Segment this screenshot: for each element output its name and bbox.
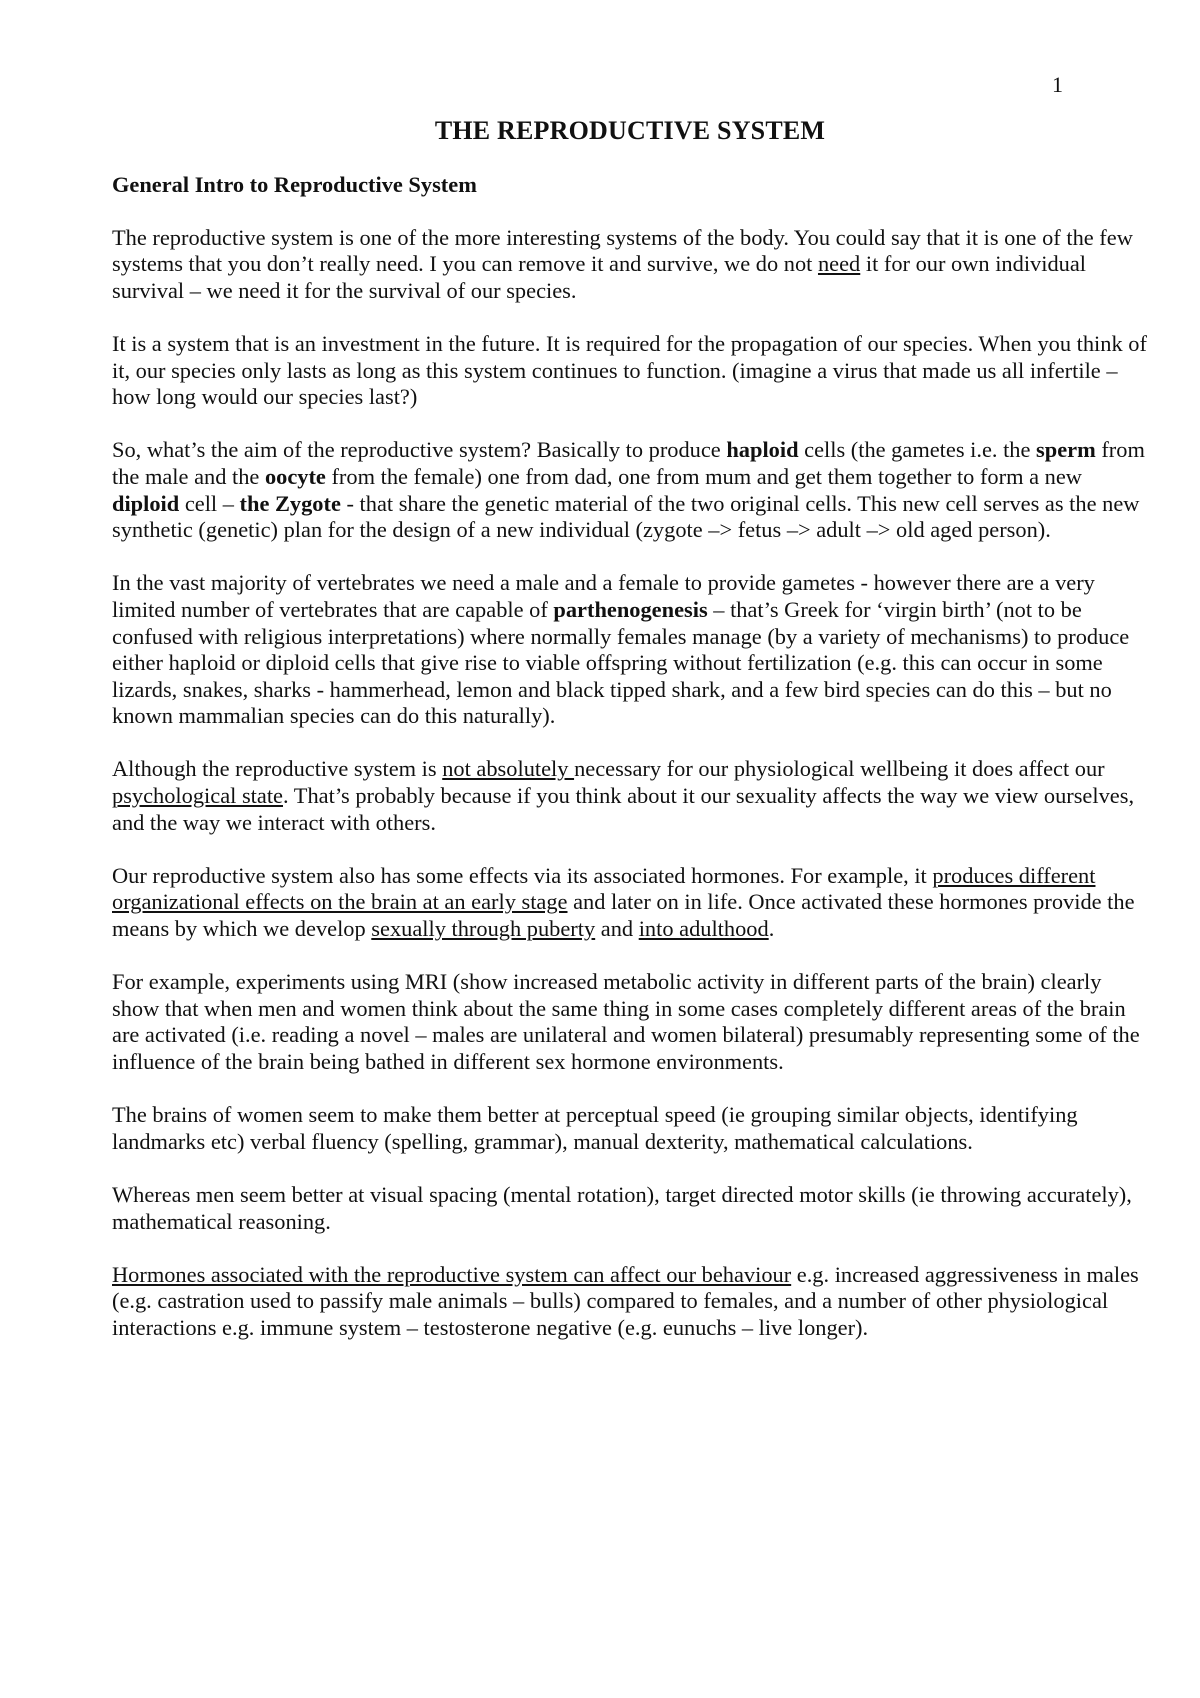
underlined-text: not absolutely	[442, 756, 575, 782]
underlined-text: need	[817, 251, 861, 277]
paragraph	[112, 1262, 1152, 1342]
paragraph	[112, 969, 1152, 1075]
text-run: The reproductive system is one of the more interesting systems of the body. You could say that it is one of the few systems that you don’t really need. I you can remove it and survive, we do not	[112, 224, 1133, 277]
page-number: 1	[1052, 72, 1063, 97]
paragraph-list	[112, 225, 1152, 1342]
text-run: . That’s probably because if you think about it our sexuality affects the way we view ourselves, and the way we interact with others.	[112, 783, 1135, 835]
underlined-text: produces different organizational effects on the brain at an early stage	[112, 862, 1096, 915]
text-run: In the vast majority of vertebrates we need a male and a female to provide gametes - however there are a very limited number of vertebrates that are capable of	[112, 570, 1095, 622]
text-run: e.g. increased aggressiveness in males (e.g. castration used to passify male animals – bulls) compared to females, and a number of other physiological interactions e.g. immune system – testosterone negative (e.g. eunuchs – live longer).	[112, 1261, 1139, 1340]
text-run: It is a system that is an investment in the future. It is required for the propagation of our species. When you think of it, our species only lasts as long as this system continues to function. (imagine a virus that made us all infertile – how long would our species last?)	[112, 330, 1147, 410]
bold-term: haploid	[726, 437, 799, 463]
document-title: THE REPRODUCTIVE SYSTEM	[434, 116, 826, 145]
paragraph	[112, 756, 1152, 836]
document-body	[112, 172, 1152, 1368]
underlined-text: into adulthood	[638, 916, 769, 942]
paragraph	[112, 1182, 1152, 1235]
text-run: necessary for our physiological wellbeing it does affect our	[574, 756, 1105, 782]
text-run: So, what’s the aim of the reproductive system? Basically to produce	[112, 437, 727, 463]
text-run: from the male and the	[112, 437, 1145, 489]
text-run: Although the reproductive system is	[112, 756, 443, 782]
text-run: For example, experiments using MRI (show increased metabolic activity in different parts of the brain) clearly show that when men and women think about the same thing in some cases completely different areas of the brain are activated (i.e. reading a novel – males are unilateral and women bilateral) presumably representing some of the influence of the brain being bathed in different sex hormone environments.	[112, 969, 1140, 1074]
text-run: from the female) one from dad, one from mum and get them together to form a new	[325, 463, 1082, 489]
text-run: – that’s Greek for ‘virgin birth’ (not to be confused with religious interpretations) where normally females manage (by a variety of mechanisms) to produce either haploid or diploid cells that give rise to viable offspring without fertilization (e.g. this can occur in some lizards, snakes, sharks - hammerhead, lemon and black tipped shark, and a few bird species can do this – but no known mammalian species can do this naturally).	[112, 596, 1130, 729]
bold-term: parthenogenesis	[553, 596, 708, 622]
text-run: cells (the gametes i.e. the	[798, 437, 1037, 463]
paragraph	[112, 570, 1152, 730]
paragraph	[112, 225, 1152, 305]
paragraph	[112, 863, 1152, 943]
bold-term: the Zygote	[239, 490, 341, 516]
text-run: .	[768, 916, 775, 942]
underlined-text: psychological state	[112, 783, 283, 809]
paragraph	[112, 1102, 1152, 1155]
underlined-text: sexually through puberty	[371, 916, 596, 942]
text-run: and	[595, 916, 639, 942]
section-heading: General Intro to Reproductive System	[112, 172, 477, 197]
paragraph	[112, 437, 1152, 543]
paragraph	[112, 331, 1152, 411]
bold-term: diploid	[112, 490, 180, 516]
text-run: - that share the genetic material of the two original cells. This new cell serves as the new synthetic (genetic) plan for the design of a new individual (zygote –> fetus –> adult –> old aged person).	[112, 490, 1140, 543]
text-run: Whereas men seem better at visual spacing (mental rotation), target directed motor skills (ie throwing accurately), mathematical reasoning.	[112, 1181, 1132, 1234]
text-run: and later on in life. Once activated these hormones provide the means by which we develop	[112, 889, 1135, 942]
text-run: it for our own individual survival – we need it for the survival of our species.	[112, 251, 1087, 303]
underlined-text: Hormones associated with the reproductive system can affect our behaviour	[112, 1261, 792, 1287]
text-run: Our reproductive system also has some effects via its associated hormones. For example, it	[112, 862, 933, 888]
bold-term: oocyte	[264, 463, 326, 489]
text-run: cell –	[179, 490, 240, 516]
bold-term: sperm	[1036, 437, 1096, 463]
text-run: The brains of women seem to make them better at perceptual speed (ie grouping similar objects, identifying landmarks etc) verbal fluency (spelling, grammar), manual dexterity, mathematical calculations.	[112, 1102, 1078, 1154]
